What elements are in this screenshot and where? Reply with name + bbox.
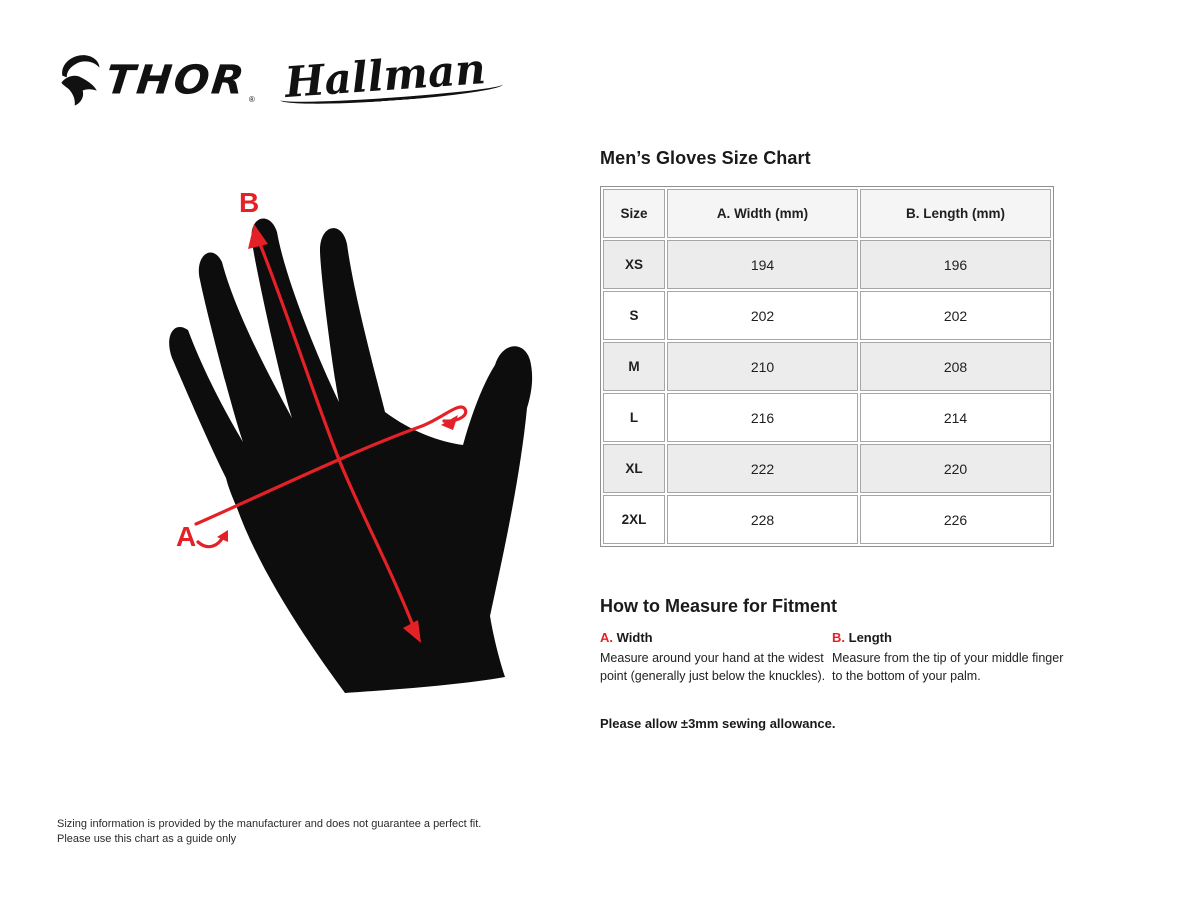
measure-b-label: Length <box>848 630 892 645</box>
table-row <box>603 291 1051 340</box>
size-cell: XL <box>603 444 665 493</box>
size-cell: S <box>603 291 665 340</box>
size-cell: M <box>603 342 665 391</box>
measure-length-heading <box>832 630 1064 645</box>
column-header-length: B. Length (mm) <box>860 189 1051 238</box>
measure-a-label: Width <box>616 630 653 645</box>
measure-length-instruction <box>832 630 1064 685</box>
length-cell: 220 <box>860 444 1051 493</box>
label-b: B <box>239 187 260 218</box>
measure-section-title: How to Measure for Fitment <box>600 596 838 616</box>
label-a: A <box>176 521 197 552</box>
measure-a-key: A. <box>600 630 613 645</box>
measure-instructions <box>600 630 1080 685</box>
table-row <box>603 495 1051 544</box>
disclaimer-line-2: Please use this chart as a guide only <box>57 833 237 845</box>
width-cell: 202 <box>667 291 858 340</box>
thor-logo <box>57 52 255 108</box>
width-cell: 194 <box>667 240 858 289</box>
registered-mark: ® <box>248 95 255 104</box>
width-cell: 216 <box>667 393 858 442</box>
thor-goat-icon <box>57 52 103 108</box>
measure-width-heading <box>600 630 832 645</box>
width-cell: 210 <box>667 342 858 391</box>
length-cell: 214 <box>860 393 1051 442</box>
length-cell: 202 <box>860 291 1051 340</box>
length-cell: 208 <box>860 342 1051 391</box>
size-chart-title: Men’s Gloves Size Chart <box>600 148 811 168</box>
size-cell: 2XL <box>603 495 665 544</box>
column-header-size: Size <box>603 189 665 238</box>
length-cell: 196 <box>860 240 1051 289</box>
size-cell: L <box>603 393 665 442</box>
length-cell: 226 <box>860 495 1051 544</box>
measure-b-key: B. <box>832 630 845 645</box>
thor-wordmark: THOR <box>103 56 249 103</box>
column-header-width: A. Width (mm) <box>667 189 858 238</box>
hand-measurement-diagram <box>140 180 550 700</box>
sizing-disclaimer <box>57 817 481 847</box>
table-row <box>603 444 1051 493</box>
brand-logos <box>57 44 490 108</box>
hallman-logo: Hallman <box>281 48 491 112</box>
measure-length-text: Measure from the tip of your middle finger to the bottom of your palm. <box>832 651 1064 683</box>
size-chart-table <box>600 186 1054 547</box>
measure-width-text: Measure around your hand at the widest point (generally just below the knuckles). <box>600 651 826 683</box>
header-row <box>603 189 1051 238</box>
table-row <box>603 393 1051 442</box>
table-row <box>603 240 1051 289</box>
size-cell: XS <box>603 240 665 289</box>
width-cell: 228 <box>667 495 858 544</box>
sewing-allowance-note: Please allow ±3mm sewing allowance. <box>600 716 836 731</box>
disclaimer-line-1: Sizing information is provided by the manufacturer and does not guarantee a perfect fit. <box>57 818 482 830</box>
table-row <box>603 342 1051 391</box>
measure-width-instruction <box>600 630 832 685</box>
width-cell: 222 <box>667 444 858 493</box>
